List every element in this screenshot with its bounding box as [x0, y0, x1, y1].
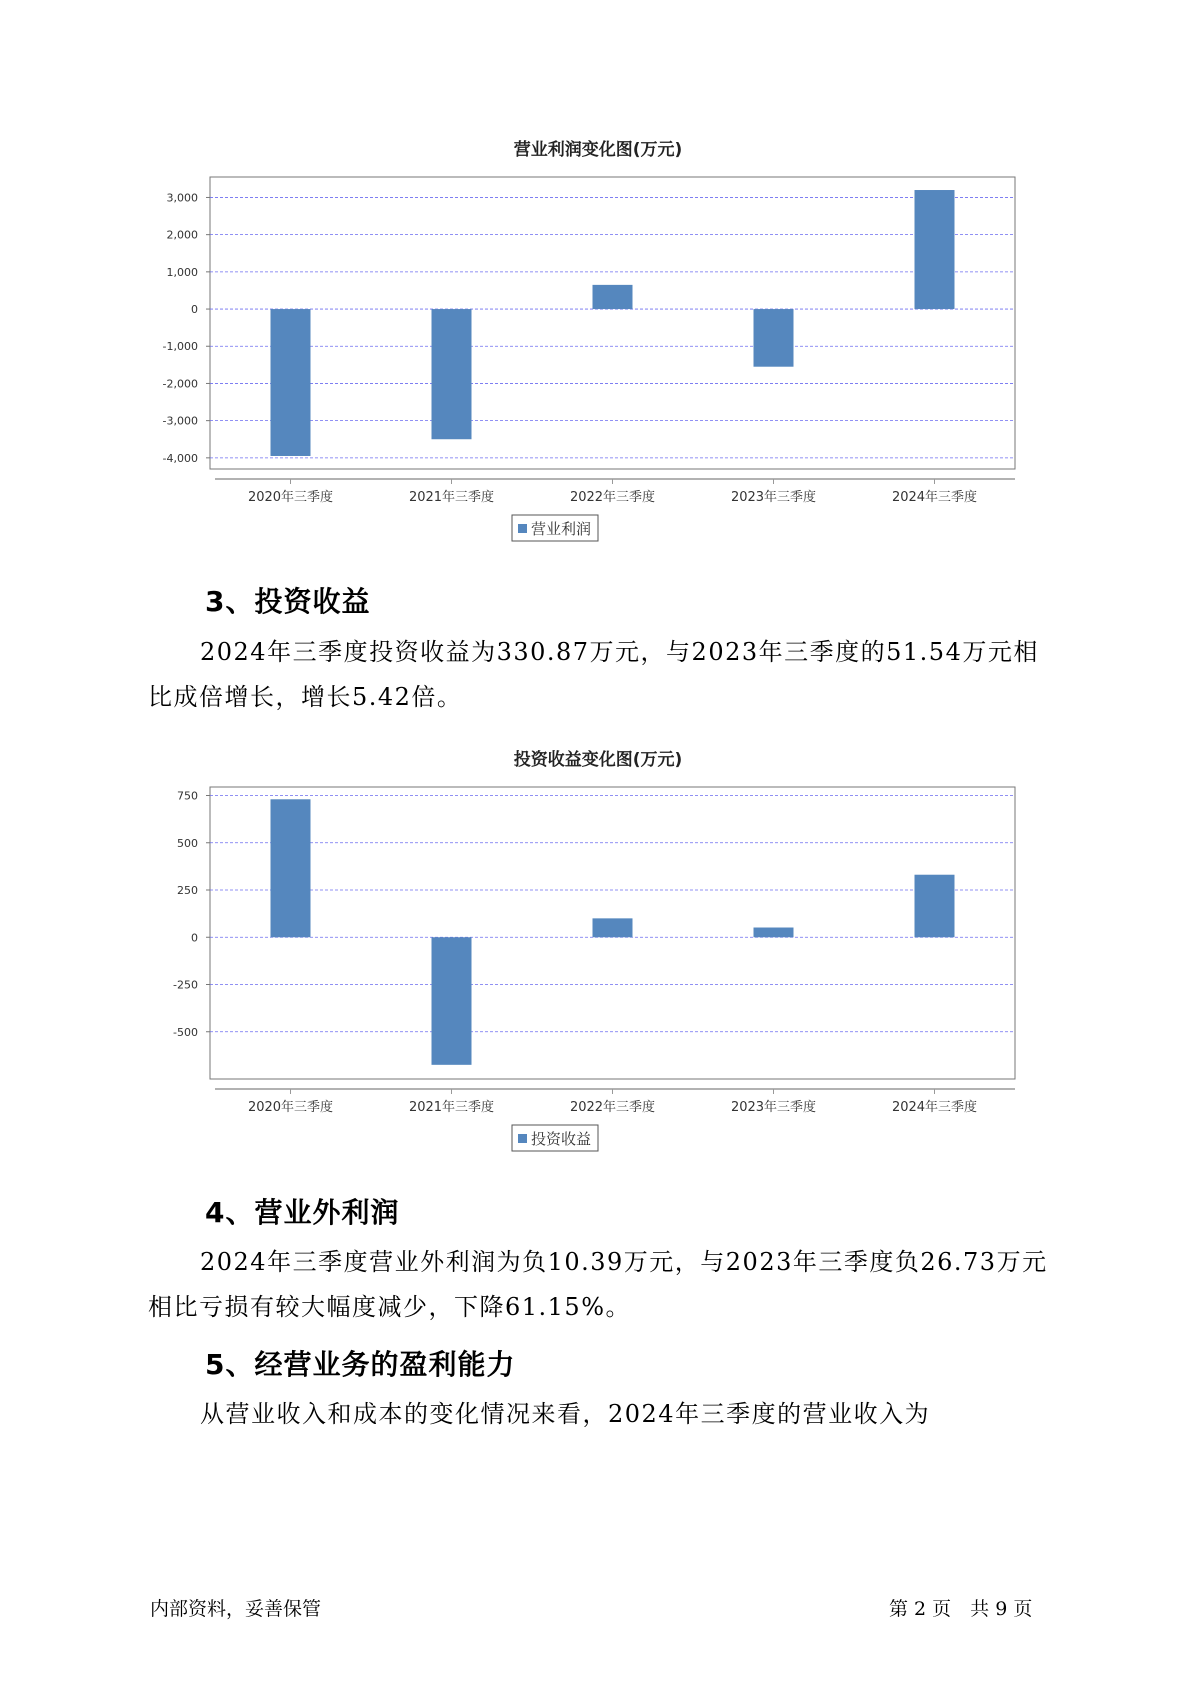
- bar: [432, 309, 472, 439]
- bar: [271, 799, 311, 937]
- operating-profit-chart-svg: [150, 135, 1040, 555]
- y-tick-label: -500: [173, 1025, 198, 1039]
- bar: [432, 937, 472, 1065]
- y-tick-label: 0: [191, 303, 198, 317]
- x-category-label: 2024年三季度: [891, 1100, 978, 1115]
- section-paragraph-investment-income: 2024年三季度投资收益为330.87万元，与2023年三季度的51.54万元相比成倍增长，增长5.42倍。: [148, 638, 1039, 711]
- y-tick-label: 1,000: [166, 265, 198, 279]
- y-tick-label: -250: [173, 978, 198, 992]
- x-category-label: 2024年三季度: [891, 490, 978, 505]
- y-tick-label: 3,000: [166, 191, 198, 205]
- legend-swatch: [518, 524, 527, 533]
- x-category-label: 2020年三季度: [247, 1100, 334, 1115]
- bar: [593, 918, 633, 937]
- section-paragraph-non-operating-profit: 2024年三季度营业外利润为负10.39万元，与2023年三季度负26.73万元相比亏损有较大幅度减少，下降61.15%。: [148, 1248, 1048, 1321]
- footer-page-number: 第 2 页 共 9 页: [889, 1598, 1033, 1620]
- section-paragraph-profitability: 从营业收入和成本的变化情况来看，2024年三季度的营业收入为: [200, 1400, 931, 1428]
- operating-profit-chart: [150, 135, 1040, 555]
- y-tick-label: -4,000: [162, 451, 198, 465]
- y-tick-label: -1,000: [162, 340, 198, 354]
- legend-swatch: [518, 1134, 527, 1143]
- y-tick-label: 2,000: [166, 228, 198, 242]
- y-tick-label: 0: [191, 931, 198, 945]
- x-category-label: 2021年三季度: [408, 1100, 495, 1115]
- y-tick-label: -3,000: [162, 414, 198, 428]
- legend-label: 营业利润: [531, 520, 592, 538]
- chart-title: 投资收益变化图(万元): [513, 750, 683, 770]
- bar: [593, 285, 633, 309]
- y-tick-label: -2,000: [162, 377, 198, 391]
- x-category-label: 2021年三季度: [408, 490, 495, 505]
- section-heading-non-operating-profit: 4、营业外利润: [205, 1196, 400, 1229]
- bar: [754, 309, 794, 367]
- chart-title: 营业利润变化图(万元): [513, 140, 683, 160]
- bar: [915, 875, 955, 938]
- section-heading-profitability: 5、经营业务的盈利能力: [205, 1348, 516, 1381]
- bar: [271, 309, 311, 456]
- x-category-label: 2022年三季度: [569, 490, 656, 505]
- plot-area: [210, 177, 1015, 469]
- y-tick-label: 250: [177, 884, 198, 898]
- footer-left: 内部资料，妥善保管: [150, 1598, 322, 1620]
- x-category-label: 2020年三季度: [247, 490, 334, 505]
- bar: [754, 928, 794, 938]
- investment-income-chart-svg: [150, 745, 1040, 1165]
- investment-income-chart: [150, 745, 1040, 1165]
- bar: [915, 190, 955, 309]
- x-category-label: 2022年三季度: [569, 1100, 656, 1115]
- x-category-label: 2023年三季度: [730, 1100, 817, 1115]
- x-category-label: 2023年三季度: [730, 490, 817, 505]
- y-tick-label: 750: [177, 789, 198, 803]
- y-tick-label: 500: [177, 836, 198, 850]
- section-heading-investment-income: 3、投资收益: [205, 585, 371, 618]
- legend-label: 投资收益: [531, 1130, 592, 1148]
